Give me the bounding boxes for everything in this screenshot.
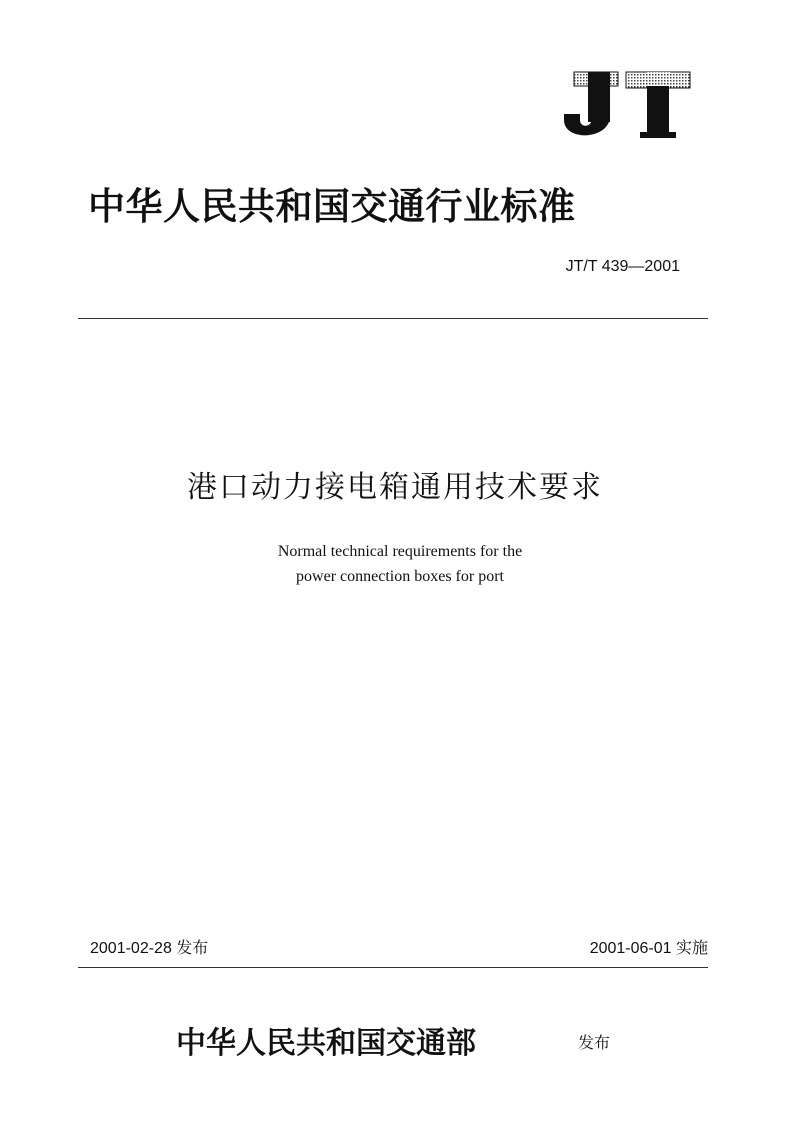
issue-date: 2001-02-28 发布 [90, 940, 209, 957]
english-title-line-1: Normal technical requirements for the [277, 543, 523, 560]
bottom-divider [78, 967, 708, 968]
document-title-text: 港口动力接电箱通用技术要求 [187, 470, 603, 505]
logo-j-shape [564, 72, 618, 135]
org-title: 中华人民共和国交通行业标准 [88, 184, 576, 228]
standard-number: JT/T 439—2001 [565, 258, 680, 275]
implementation-date: 2001-06-01 实施 [589, 940, 708, 957]
logo-t-shape [626, 72, 690, 138]
issuing-authority: 中华人民共和国交通部 [176, 1026, 476, 1061]
jt-logo [562, 68, 692, 144]
english-title-line-2: power connection boxes for port [296, 568, 504, 585]
document-title [0, 462, 800, 506]
issuing-label: 发布 [578, 1033, 611, 1052]
top-divider [78, 318, 708, 319]
